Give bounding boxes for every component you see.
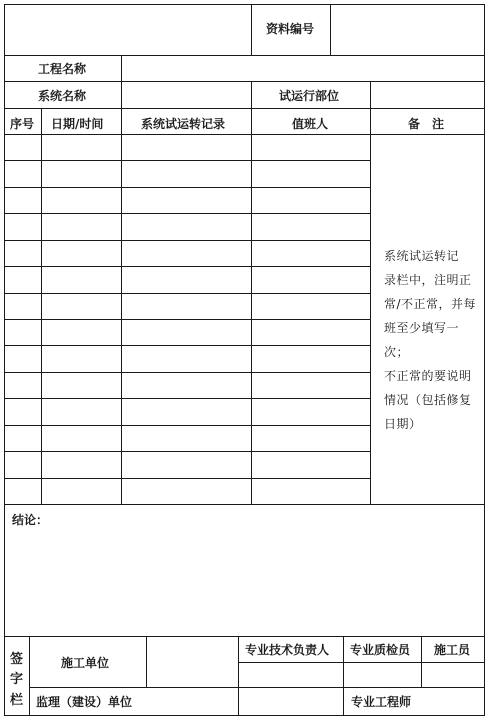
- table-row-line: [4, 345, 371, 346]
- table-row-line: [4, 187, 371, 188]
- engineer-label: 专业工程师: [351, 695, 412, 709]
- table-row-line: [4, 398, 371, 399]
- trial-part-label: 试运行部位: [279, 89, 340, 103]
- table-row-line: [4, 319, 371, 320]
- table-row-line: [4, 451, 371, 452]
- col-header-datetime: 日期/时间: [51, 117, 104, 131]
- col-header-record: 系统试运转记录: [141, 117, 226, 131]
- remarks-line: 日期）: [384, 417, 422, 431]
- system-name-label: 系统名称: [38, 89, 87, 103]
- remarks-line: 系统试运转记: [384, 249, 460, 263]
- remarks-line: 班至少填写一次；: [384, 321, 460, 359]
- table-row-line: [4, 266, 371, 267]
- conclusion-label: 结论：: [12, 513, 49, 527]
- remarks-line: 不正常的要说明: [384, 369, 472, 383]
- frame-top: [4, 4, 485, 5]
- table-row-line: [4, 293, 371, 294]
- project-name-label: 工程名称: [38, 62, 87, 76]
- remarks-line: 录栏中，注明正: [384, 273, 472, 287]
- table-row-line: [4, 372, 371, 373]
- col-header-duty: 值班人: [292, 117, 329, 131]
- col-header-seq: 序号: [10, 117, 35, 131]
- remarks-note: [384, 244, 480, 436]
- frame-right: [484, 4, 485, 716]
- remarks-line: 情况（包括修复: [384, 393, 472, 407]
- table-row-line: [4, 478, 371, 479]
- table-row-line: [4, 425, 371, 426]
- worker-label: 施工员: [434, 643, 471, 657]
- doc-no-label: 资料编号: [266, 22, 315, 36]
- tech-lead-label: 专业技术负责人: [245, 643, 330, 657]
- construction-unit-label: 施工单位: [61, 656, 110, 670]
- frame-bottom: [4, 715, 485, 716]
- remarks-line: 常/不正常，并每: [384, 297, 477, 311]
- sign-column-char: 字: [10, 672, 24, 687]
- sign-column-char: 签: [10, 652, 24, 667]
- quality-inspector-label: 专业质检员: [350, 643, 411, 657]
- table-row-line: [4, 213, 371, 214]
- table-row-line: [4, 160, 371, 161]
- frame-left: [4, 4, 5, 716]
- table-row-line: [4, 240, 371, 241]
- sign-column-char: 栏: [10, 693, 24, 708]
- supervision-unit-label: 监理（建设）单位: [36, 695, 133, 709]
- col-header-remarks: 备 注: [408, 117, 445, 131]
